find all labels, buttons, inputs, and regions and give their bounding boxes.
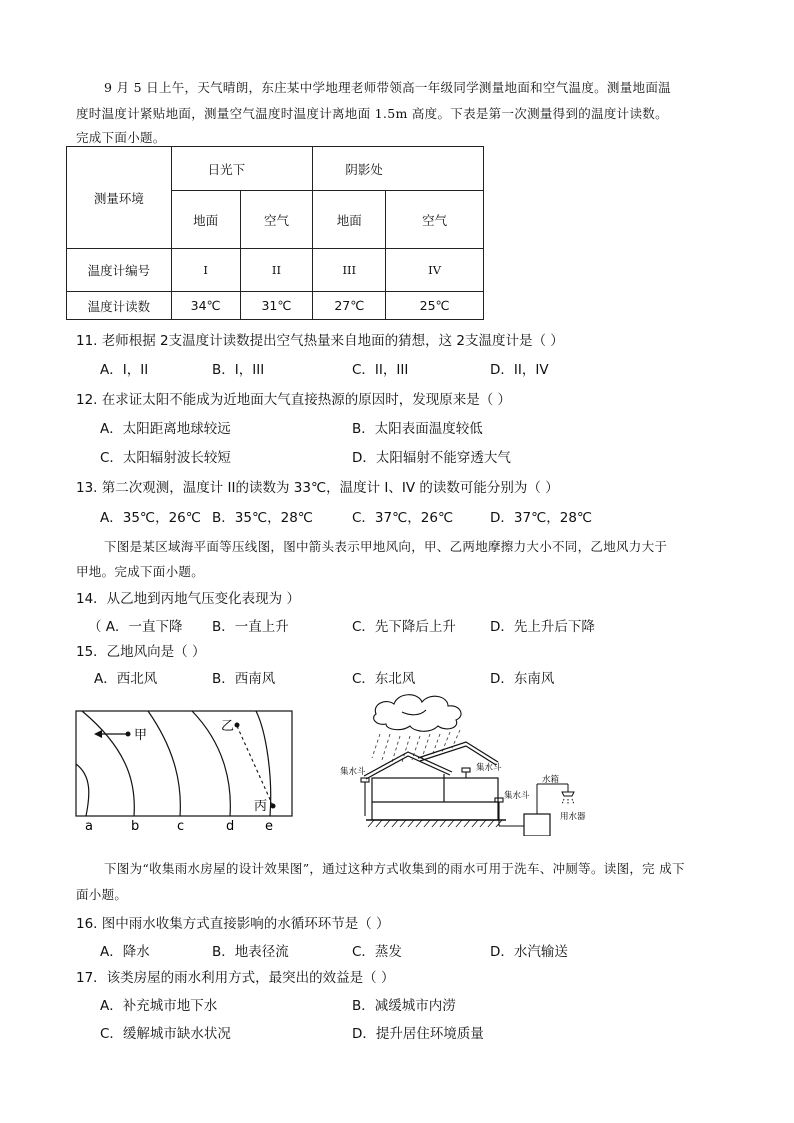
q16-option-a[interactable]: A．降水 (100, 944, 150, 960)
isobar-a (76, 764, 89, 816)
label-bing: 丙 (254, 799, 268, 814)
shade-ground-header: 地面 (313, 191, 386, 249)
yi-bing-path (237, 726, 273, 806)
house-foundation (366, 820, 506, 827)
intro2-line-2: 甲地。完成下面小题。 (76, 564, 205, 579)
shower-icon (562, 792, 574, 805)
intro2-line-1: 下图是某区域海平面等压线图，图中箭头表示甲地风向，甲、乙两地摩擦力大小不同，乙地风力大于 (104, 539, 668, 554)
label-collector-left: 集水斗 (340, 767, 366, 777)
q12-option-a[interactable]: A．太阳距离地球较远 (100, 421, 231, 437)
shade-air-header: 空气 (386, 191, 484, 249)
q15-option-d[interactable]: D．东南风 (490, 671, 555, 687)
intro3-line-1: 下图为“收集雨水房屋的设计效果图”，通过这种方式收集到的雨水可用于洗车、冲厕等。读图，完 成下 (104, 861, 685, 876)
q15-stem: 15．乙地风向是（ ） (76, 644, 206, 660)
downpipes (361, 768, 524, 826)
q13-option-a[interactable]: A．35℃，26℃ (100, 510, 201, 526)
isobar-label-a: a (85, 819, 93, 834)
q11-option-a[interactable]: A．I，II (100, 362, 149, 378)
isobar-label-d: d (226, 819, 235, 834)
isobar-c (148, 711, 180, 816)
q11-option-c[interactable]: C．II，III (352, 362, 409, 378)
sun-header: 日光下 (171, 147, 313, 191)
cloud-icon (374, 695, 461, 732)
reading-4: 25℃ (386, 292, 484, 320)
q11-option-d[interactable]: D．II，IV (490, 362, 549, 378)
q13-option-c[interactable]: C．37℃，26℃ (352, 510, 454, 526)
intro-line-2: 度时温度计紧贴地面，测量空气温度时温度计离地面 1.5m 高度。下表是第一次测量得到的温度计读数。 (76, 106, 668, 121)
reading-2: 31℃ (240, 292, 313, 320)
q13-option-d[interactable]: D．37℃，28℃ (490, 510, 593, 526)
isobar-label-c: c (177, 819, 185, 834)
intro-line-1: 9 月 5 日上午，天气晴朗，东庄某中学地理老师带领高一年级同学测量地面和空气温度。测量地面温 (104, 80, 671, 95)
label-tank: 水箱 (542, 775, 560, 785)
q16-option-c[interactable]: C．蒸发 (352, 944, 402, 960)
q12-option-c[interactable]: C．太阳辐射波长较短 (100, 450, 231, 466)
isobar-map (70, 706, 296, 834)
q14-option-a[interactable]: （ A．一直下降 (88, 619, 183, 635)
q14-option-d[interactable]: D．先上升后下降 (490, 619, 595, 635)
thermometer-id-4: IV (386, 249, 484, 292)
reading-3: 27℃ (313, 292, 386, 320)
q16-option-d[interactable]: D．水汽输送 (490, 944, 568, 960)
sun-air-header: 空气 (240, 191, 313, 249)
temperature-table (66, 146, 484, 320)
rainwater-house-figure (336, 686, 616, 836)
house-roof (364, 742, 498, 779)
thermometer-id-3: III (313, 249, 386, 292)
label-user: 用水器 (560, 812, 586, 822)
intro-line-3: 完成下面小题。 (76, 130, 166, 145)
q17-option-d[interactable]: D．提升居住环境质量 (352, 1026, 484, 1042)
wind-arrow-head (94, 730, 102, 738)
q17-stem: 17．该类房屋的雨水利用方式，最突出的效益是（ ） (76, 970, 395, 986)
sun-ground-header: 地面 (171, 191, 240, 249)
q14-option-b[interactable]: B．一直上升 (212, 619, 289, 635)
q16-stem: 16. 图中雨水收集方式直接影响的水循环环节是（ ） (76, 916, 390, 932)
label-collector-mid: 集水斗 (504, 791, 530, 801)
thermometer-id-1: I (171, 249, 240, 292)
intro3-line-2: 面小题。 (76, 887, 128, 902)
thermometer-id-2: II (240, 249, 313, 292)
label-collector-right: 集水斗 (476, 763, 502, 773)
q15-option-c[interactable]: C．东北风 (352, 671, 416, 687)
q15-option-a[interactable]: A．西北风 (94, 671, 158, 687)
q17-option-b[interactable]: B．减缓城市内涝 (352, 998, 456, 1014)
q11-stem: 11. 老师根据 2支温度计读数提出空气热量来自地面的猜想，这 2支温度计是（ ） (76, 333, 564, 349)
house-walls (372, 774, 498, 820)
env-header: 测量环境 (67, 147, 172, 249)
reading-row-label: 温度计读数 (67, 292, 172, 320)
q11-option-b[interactable]: B．I，III (212, 362, 265, 378)
isobar-b (82, 711, 134, 816)
point-jia (126, 732, 131, 737)
point-bing (271, 804, 276, 809)
shade-header: 阴影处 (313, 147, 484, 191)
q14-option-c[interactable]: C．先下降后上升 (352, 619, 456, 635)
q14-stem: 14．从乙地到丙地气压变化表现为 ） (76, 591, 300, 607)
q12-option-b[interactable]: B．太阳表面温度较低 (352, 421, 483, 437)
q17-option-c[interactable]: C．缓解城市缺水状况 (100, 1026, 231, 1042)
id-row-label: 温度计编号 (67, 249, 172, 292)
label-jia: 甲 (134, 728, 148, 743)
q17-option-a[interactable]: A．补充城市地下水 (100, 998, 218, 1014)
q13-option-b[interactable]: B．35℃，28℃ (212, 510, 313, 526)
q12-stem: 12. 在求证太阳不能成为近地面大气直接热源的原因时，发现原来是（ ） (76, 392, 512, 408)
q15-option-b[interactable]: B．西南风 (212, 671, 276, 687)
label-yi: 乙 (221, 719, 235, 734)
q16-option-b[interactable]: B．地表径流 (212, 944, 289, 960)
reading-1: 34℃ (171, 292, 240, 320)
rain-lines (372, 730, 460, 762)
q12-option-d[interactable]: D．太阳辐射不能穿透大气 (352, 450, 511, 466)
isobar-label-e: e (265, 819, 273, 834)
q13-stem: 13. 第二次观测，温度计 II的读数为 33℃，温度计 I、IV 的读数可能分别为（ ） (76, 480, 559, 496)
isobar-label-b: b (131, 819, 140, 834)
